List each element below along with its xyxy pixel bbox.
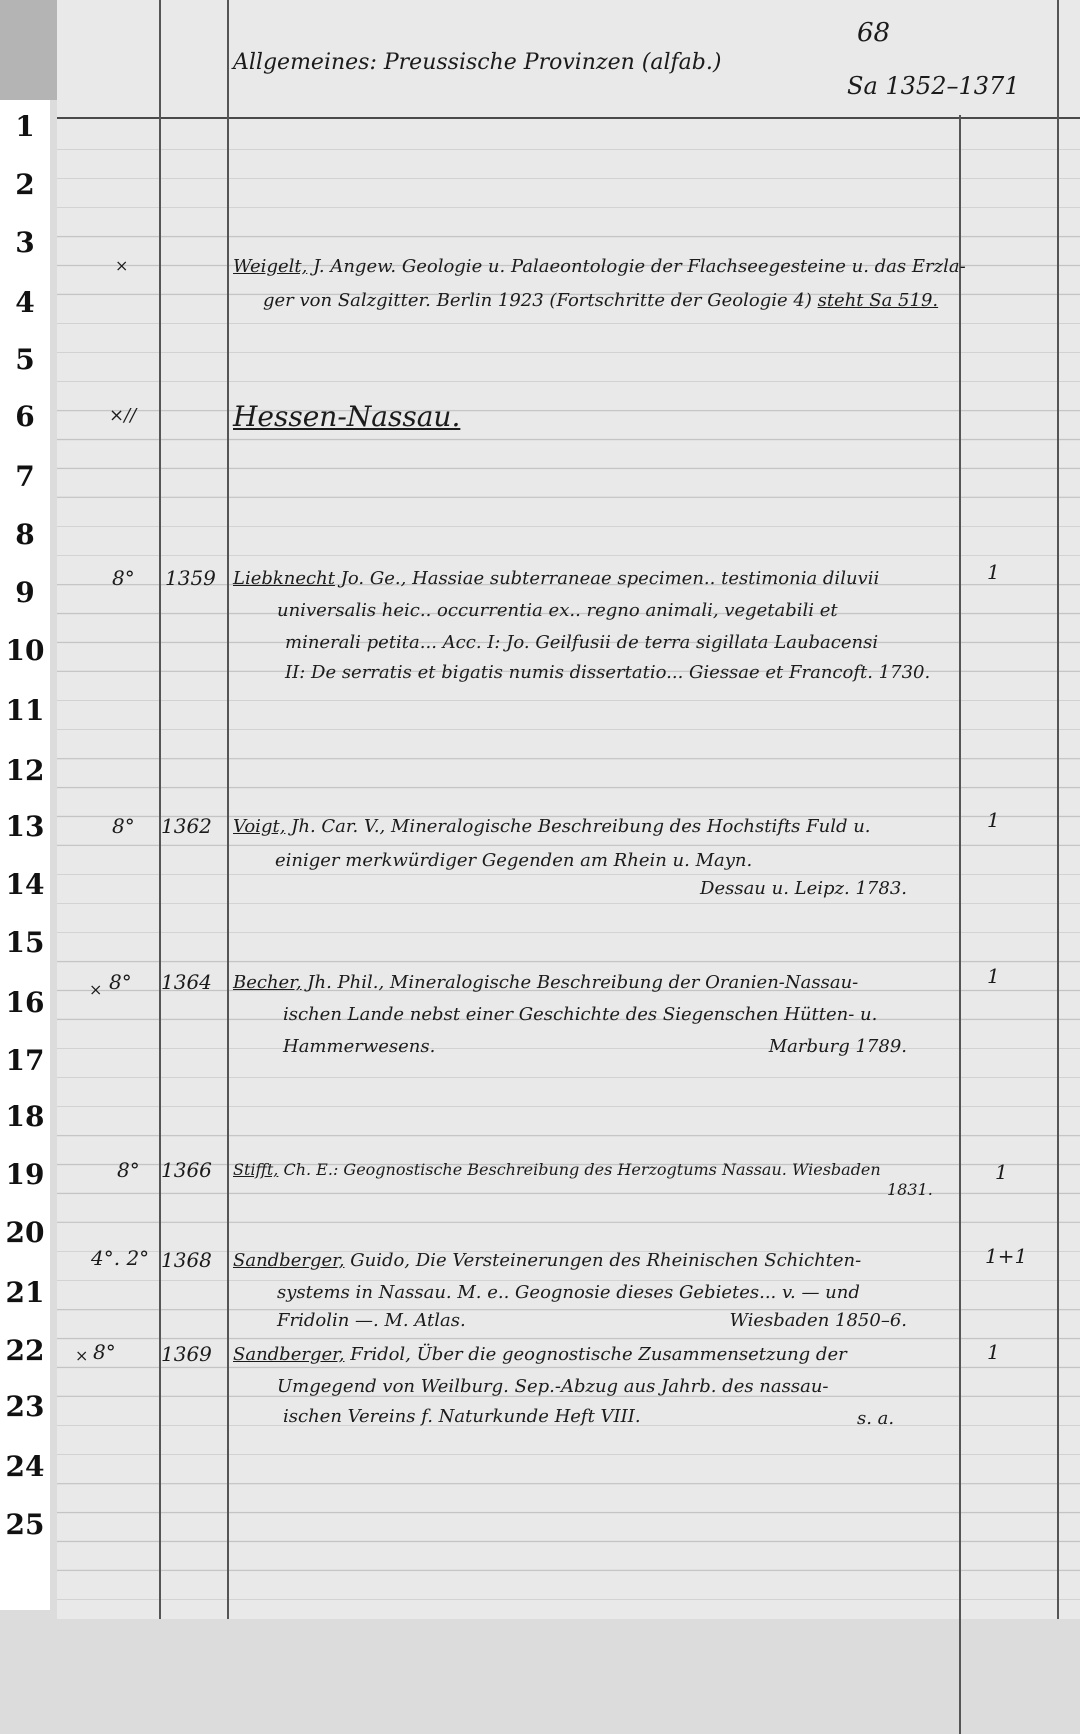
author-name: Sandberger,: [233, 1250, 345, 1271]
signature-range: Sa 1352–1371: [847, 72, 1020, 100]
format-size: 8°: [112, 566, 135, 590]
signature-number: 1359: [165, 566, 216, 590]
line-number: 24: [5, 1450, 45, 1483]
copy-count: 1+1: [985, 1244, 1028, 1268]
format-size: 4°. 2°: [91, 1246, 150, 1270]
entry-line: minerali petita... Acc. I: Jo. Geilfusii de terra sigillata Laubacensi: [285, 632, 879, 653]
copy-count: 1: [987, 964, 1000, 988]
margin-mark: ×: [115, 256, 129, 275]
author-name: Voigt,: [233, 816, 286, 837]
line-number: 9: [15, 576, 35, 609]
entry-line: II: De serratis et bigatis numis dissertatio... Giessae et Francoft. 1730.: [285, 662, 931, 683]
line-number-strip: [0, 100, 50, 1610]
line-number: 22: [5, 1334, 45, 1367]
line-number: 6: [15, 400, 35, 433]
line-number: 13: [5, 810, 45, 843]
shelf-note: steht Sa 519.: [817, 290, 939, 311]
page-number: 68: [857, 18, 891, 48]
section-heading: Hessen-Nassau.: [233, 400, 461, 433]
entry-line: universalis heic.. occurrentia ex.. regno animali, vegetabili et: [277, 600, 838, 621]
entry-text: Ch. E.: Geognostische Beschreibung des Herzogtums Nassau. Wiesbaden: [283, 1160, 881, 1179]
line-number: 3: [15, 226, 35, 259]
column-rule-count: [959, 115, 961, 1734]
signature-number: 1362: [161, 814, 212, 838]
entry-text: Guido, Die Versteinerungen des Rheinischen Schichten-: [350, 1250, 862, 1271]
format-size: 8°: [93, 1340, 116, 1364]
ledger-page: [57, 0, 1080, 1619]
line-number: 5: [15, 343, 35, 376]
page-title: Allgemeines: Preussische Provinzen (alfab.): [233, 50, 722, 75]
entry-text: ger von Salzgitter. Berlin 1923 (Fortschritte der Geologie 4): [263, 290, 812, 311]
publication-place-date: Wiesbaden 1850–6.: [729, 1310, 907, 1331]
copy-count: 1: [995, 1160, 1008, 1184]
entry-text: Jo. Ge., Hassiae subterraneae specimen.. testimonia diluvii: [340, 568, 880, 589]
line-number: 12: [5, 754, 45, 787]
line-number: 2: [15, 168, 35, 201]
publication-place-date: Marburg 1789.: [768, 1036, 907, 1057]
author-name: Becher,: [233, 972, 302, 993]
entry-line: [233, 1344, 847, 1365]
line-number: 8: [15, 518, 35, 551]
line-number: 11: [5, 694, 45, 727]
entry-line: [233, 568, 879, 589]
margin-shadow: [0, 0, 57, 100]
column-rule-number: [159, 0, 161, 1619]
format-size: 8°: [109, 970, 132, 994]
entry-line: ischen Lande nebst einer Geschichte des Siegenschen Hütten- u.: [283, 1004, 878, 1025]
entry-line: [233, 972, 858, 993]
entry-line: Umgegend von Weilburg. Sep.-Abzug aus Jahrb. des nassau-: [277, 1376, 829, 1397]
entry-line: systems in Nassau. M. e.. Geognosie dieses Gebietes... v. — und: [277, 1282, 860, 1303]
column-rule-right: [1057, 0, 1059, 1619]
margin-mark: ×: [75, 1346, 89, 1365]
signature-number: 1369: [161, 1342, 212, 1366]
entry-line: [233, 1250, 861, 1271]
entry-text: Fridol, Über die geognostische Zusammensetzung der: [350, 1344, 847, 1365]
entry-line: Fridolin —. M. Atlas.: [277, 1310, 466, 1331]
entry-line: [233, 1160, 881, 1179]
format-size: 8°: [112, 814, 135, 838]
entry-line: Hammerwesens.: [283, 1036, 436, 1057]
entry-line: ischen Vereins f. Naturkunde Heft VIII.: [283, 1406, 641, 1427]
line-number: 1: [15, 110, 35, 143]
entry-text: Jh. Phil., Mineralogische Beschreibung der Oranien-Nassau-: [307, 972, 859, 993]
signature-number: 1364: [161, 970, 212, 994]
margin-mark: ×: [89, 980, 103, 999]
line-number: 21: [5, 1276, 45, 1309]
line-number: 15: [5, 926, 45, 959]
entry-line: [233, 256, 966, 277]
entry-line: [233, 816, 871, 837]
line-number: 4: [15, 286, 35, 319]
line-number: 23: [5, 1390, 45, 1423]
line-number: 20: [5, 1216, 45, 1249]
line-number: 25: [5, 1508, 45, 1541]
margin-mark: ×//: [109, 405, 137, 426]
author-name: Sandberger,: [233, 1344, 345, 1365]
entry-line: einiger merkwürdiger Gegenden am Rhein u. Mayn.: [275, 850, 753, 871]
format-size: 8°: [117, 1158, 140, 1182]
entry-text: Jh. Car. V., Mineralogische Beschreibung des Hochstifts Fuld u.: [291, 816, 871, 837]
line-number: 10: [5, 634, 45, 667]
line-number: 14: [5, 868, 45, 901]
signature-number: 1366: [161, 1158, 212, 1182]
line-number: 7: [15, 460, 35, 493]
publication-place-date: Dessau u. Leipz. 1783.: [700, 878, 907, 899]
author-name: Stifft,: [233, 1160, 279, 1179]
copy-count: 1: [987, 808, 1000, 832]
author-name: Liebknecht: [233, 568, 335, 589]
publication-date: 1831.: [887, 1180, 933, 1199]
author-name: Weigelt,: [233, 256, 308, 277]
copy-count: 1: [987, 1340, 1000, 1364]
copy-count: 1: [987, 560, 1000, 584]
line-number: 19: [5, 1158, 45, 1191]
signature-number: 1368: [161, 1248, 212, 1272]
line-number: 16: [5, 986, 45, 1019]
publication-date: s. a.: [857, 1408, 895, 1429]
entry-text: J. Angew. Geologie u. Palaeontologie der Flachseegesteine u. das Erzla-: [313, 256, 966, 277]
left-margin: [0, 0, 57, 1619]
column-rule-entry: [227, 0, 229, 1619]
line-number: 18: [5, 1100, 45, 1133]
line-number: 17: [5, 1044, 45, 1077]
entry-line: [263, 290, 938, 311]
